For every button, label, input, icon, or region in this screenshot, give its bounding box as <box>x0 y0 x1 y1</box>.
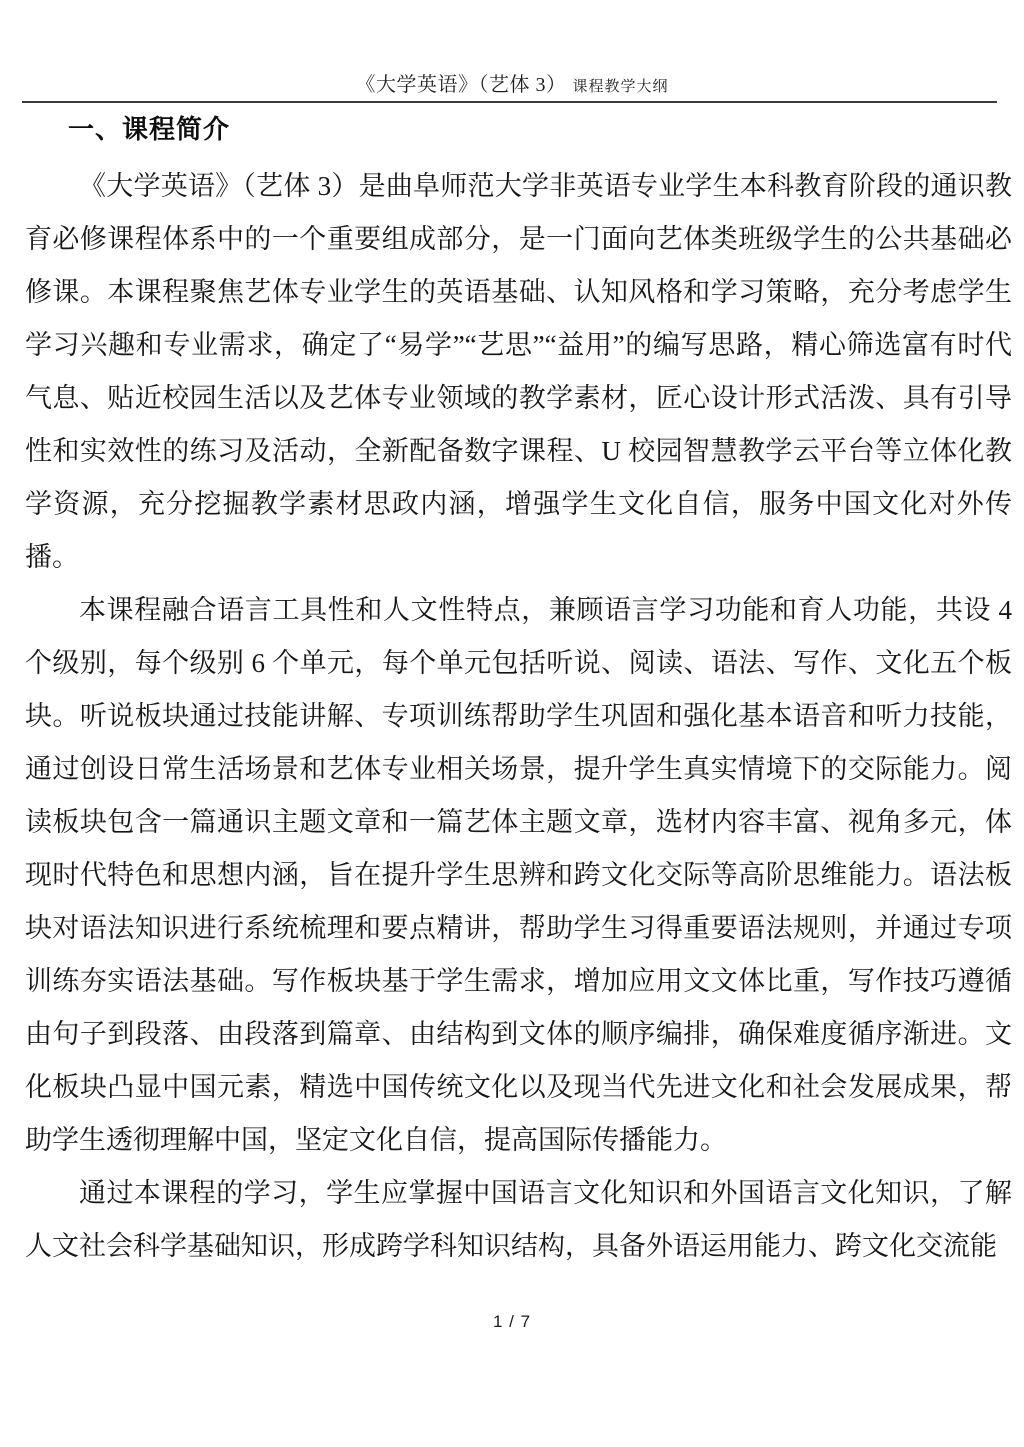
page-footer <box>0 1312 1024 1332</box>
document-body <box>0 110 1024 1273</box>
document-title-suffix: 课程教学大纲 <box>572 78 669 95</box>
running-header <box>0 72 1024 100</box>
document-title: 《大学英语》（艺体 3） <box>355 74 567 96</box>
paragraph-course-overview: 《大学英语》（艺体 3）是曲阜师范大学非英语专业学生本科教育阶段的通识教育必修课程体系中的一个重要组成部分，是一门面向艺体类班级学生的公共基础必修课。本课程聚焦艺体专业学生的英语基础、认知风格和学习策略，充分考虑学生学习兴趣和专业需求，确定了“易学”“艺思”“益用”的编写思路，精心筛选富有时代气息、贴近校园生活以及艺体专业领域的教学素材，匠心设计形式活泼、具有引导性和实效性的练习及活动，全新配备数字课程、U 校园智慧教学云平台等立体化教学资源，充分挖掘教学素材思政内涵，增强学生文化自信，服务中国文化对外传播。 <box>25 171 1012 572</box>
page-number-indicator: 1 / 7 <box>492 1312 532 1331</box>
header-divider-rule <box>22 101 997 103</box>
paragraph-course-structure: 本课程融合语言工具性和人文性特点，兼顾语言学习功能和育人功能，共设 4 个级别，每个级别 6 个单元，每个单元包括听说、阅读、语法、写作、文化五个板块。听说板块通过技能讲解、专项训练帮助学生巩固和强化基本语音和听力技能，通过创设日常生活场景和艺体专业相关场景，提升学生真实情境下的交际能力。阅读板块包含一篇通识主题文章和一篇艺体主题文章，选材内容丰富、视角多元，体现时代特色和思想内涵，旨在提升学生思辨和跨文化交际等高阶思维能力。语法板块对语法知识进行系统梳理和要点精讲，帮助学生习得重要语法规则，并通过专项训练夯实语法基础。写作板块基于学生需求，增加应用文文体比重，写作技巧遵循由句子到段落、由段落到篇章、由结构到文体的顺序编排，确保难度循序渐进。文化板块凸显中国元素，精选中国传统文化以及现当代先进文化和社会发展成果，帮助学生透彻理解中国，坚定文化自信，提高国际传播能力。 <box>25 595 1012 1155</box>
paragraph-learning-outcomes: 通过本课程的学习，学生应掌握中国语言文化知识和外国语言文化知识，了解人文社会科学基础知识，形成跨学科知识结构，具备外语运用能力、跨文化交流能 <box>25 1178 1012 1261</box>
section-heading-course-intro: 一、课程简介 <box>68 114 231 144</box>
